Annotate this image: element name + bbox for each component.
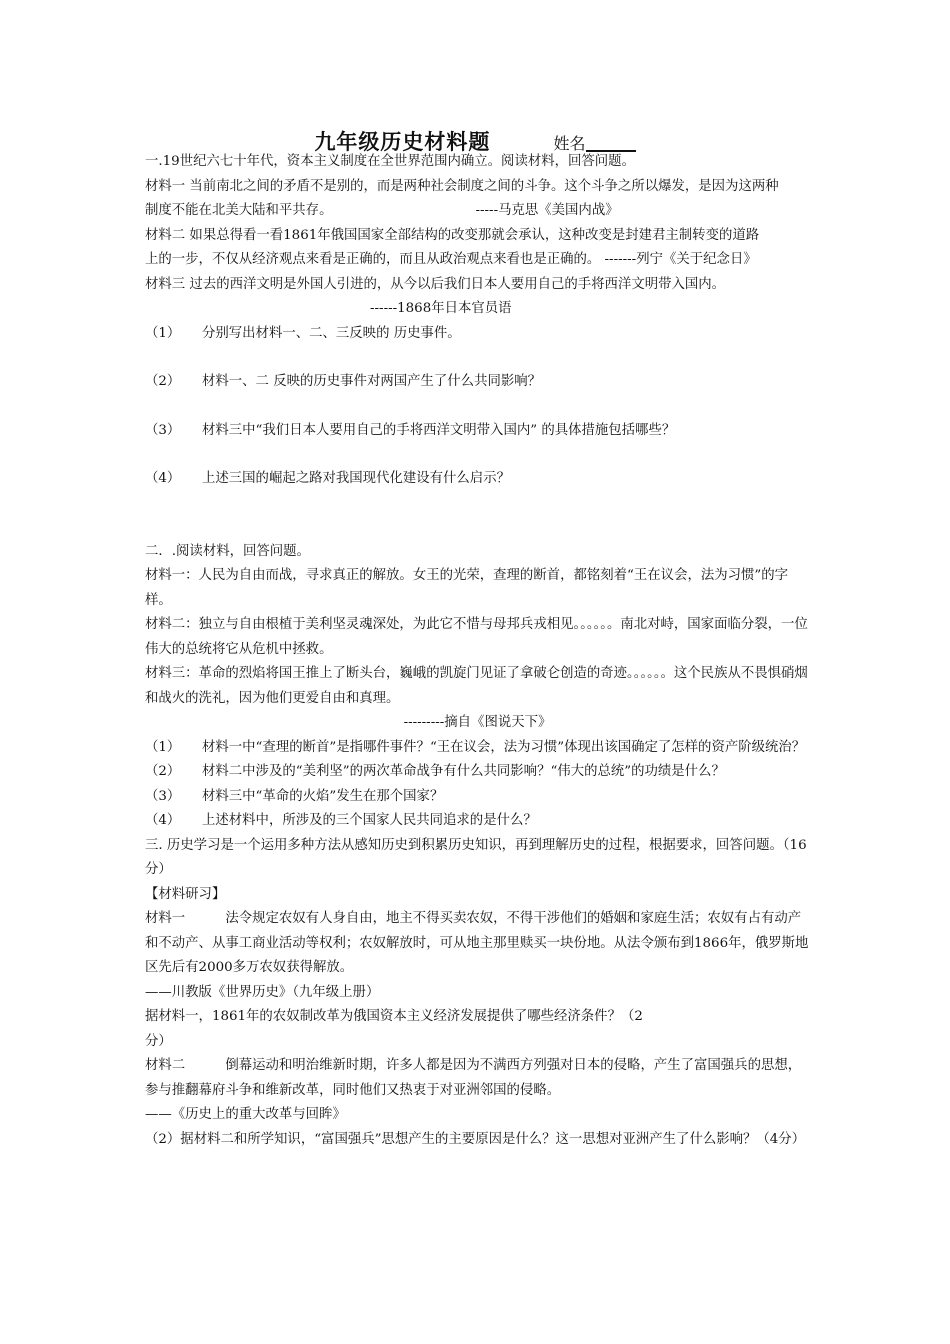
s1-question-2 [145,370,810,395]
s3-material2-source: ——《历史上的重大改革与回眸》 [145,1107,346,1122]
s1-question-4 [145,467,810,492]
document-body [145,150,810,1152]
question-number: （2） [145,764,181,779]
s3-material2: 材料二 倒幕运动和明治维新时期，许多人都是因为不满西方列强对日本的侵略，产生了富国强兵的思想，参与推翻幕府斗争和维新改革，同时他们又热衷于对亚洲邻国的侵略。 [145,1058,802,1098]
s3-material1-source: ——川教版《世界历史》（九年级上册） [145,984,380,1000]
s1-material3: 材料三 过去的西洋文明是外国人引进的，从今以后我们日本人要用自己的手将西洋文明带入国内。 [145,276,726,292]
section1-header: 一.19世纪六七十年代，资本主义制度在全世界范围内确立。阅读材料，回答问题。 [145,154,635,169]
s1-question-1 [145,322,810,347]
question-number: （2） [145,374,181,389]
s3-material1: 材料一 法令规定农奴有人身自由，地主不得买卖农奴，不得干涉他们的婚姻和家庭生活；农奴有占有动产和不动产、从事工商业活动等权利；农奴解放时，可从地主那里赎买一块份地。从法令颁布到1866年，俄罗斯地区先后有2000多万农奴获得解放。 [145,911,809,975]
question-text: 材料二中涉及的“美利坚”的两次革命战争有什么共同影响？“伟大的总统”的功绩是什么？ [202,764,725,779]
s3-question-1: 据材料一，1861年的农奴制改革为俄国资本主义经济发展提供了哪些经济条件？（2 [145,1009,643,1024]
s3-study-label: 【材料研习】 [145,886,226,902]
s1-material1-cont: 制度不能在北美大陆和平共存。 [145,203,333,218]
question-text: 材料一中“查理的断首”是指哪件事件？“王在议会，法为习惯”体现出该国确定了怎样的资产阶级统治？ [202,739,806,755]
s3-question-1-cont: 分） [145,1033,172,1049]
s2-question-4 [145,809,810,834]
s1-material1-source: -----马克思《美国内战》 [475,203,619,218]
question-text: 上述三国的崛起之路对我国现代化建设有什么启示？ [202,471,510,486]
question-number: （4） [145,813,181,828]
s1-material2: 材料二 如果总得看一看1861年俄国国家全部结构的改变那就会承认，这种改变是封建君主制转变的道路 [145,227,760,243]
s1-material3-source: ------1868年日本官员语 [370,301,512,316]
question-text: 上述材料中，所涉及的三个国家人民共同追求的是什么？ [202,813,537,828]
question-number: （1） [145,325,181,341]
s2-material1: 材料一：人民为自由而战，寻求真正的解放。女王的光荣，查理的断首，都铭刻着“王在议会，法为习惯”的字样。 [145,568,789,608]
question-text: 材料一、二 反映的历史事件对两国产生了什么共同影响？ [202,374,542,389]
question-number: （1） [145,739,181,755]
question-text: 材料三中“我们日本人要用自己的手将西洋文明带入国内” 的具体措施包括哪些？ [202,422,676,438]
s1-material2-line2: 上的一步，不仅从经济观点来看是正确的，而且从政治观点来看也是正确的。 -------列宁《关于纪念日》 [145,252,757,267]
question-number: （4） [145,471,181,486]
section3-header: 三. 历史学习是一个运用多种方法从感知历史到积累历史知识，再到理解历史的过程，根据要求，回答问题。（16分） [145,837,807,877]
s3-question-2: （2）据材料二和所学知识，“富国强兵”思想产生的主要原因是什么？这一思想对亚洲产生了什么影响？（4分） [145,1131,806,1147]
question-number: （3） [145,422,181,438]
s1-material1: 材料一 当前南北之间的矛盾不是别的，而是两种社会制度之间的斗争。这个斗争之所以爆发，是因为这两种 [145,178,779,194]
question-number: （3） [145,788,181,804]
s2-question-3 [145,785,810,810]
question-text: 分别写出材料一、二、三反映的 历史事件。 [202,325,461,341]
question-text: 材料三中“革命的火焰”发生在那个国家？ [202,788,444,804]
s1-question-3 [145,419,810,444]
s2-material3: 材料三：革命的烈焰将国王推上了断头台，巍峨的凯旋门见证了拿破仑创造的奇迹。。。。。。这个民族从不畏惧硝烟和战火的洗礼，因为他们更爱自由和真理。 [145,666,808,706]
s2-source: ---------摘自《图说天下》 [403,715,552,730]
s2-material2: 材料二：独立与自由根植于美利坚灵魂深处，为此它不惜与母邦兵戎相见。。。。。。南北对峙，国家面临分裂，一位伟大的总统将它从危机中拯救。 [145,617,808,657]
s1-material1-line2 [145,199,810,224]
s2-question-2 [145,760,810,785]
section2-header: 二．.阅读材料，回答问题。 [145,543,310,559]
name-label: 姓名 [553,134,586,153]
page-title: 九年级历史材料题 [314,129,491,154]
s2-question-1 [145,736,810,761]
